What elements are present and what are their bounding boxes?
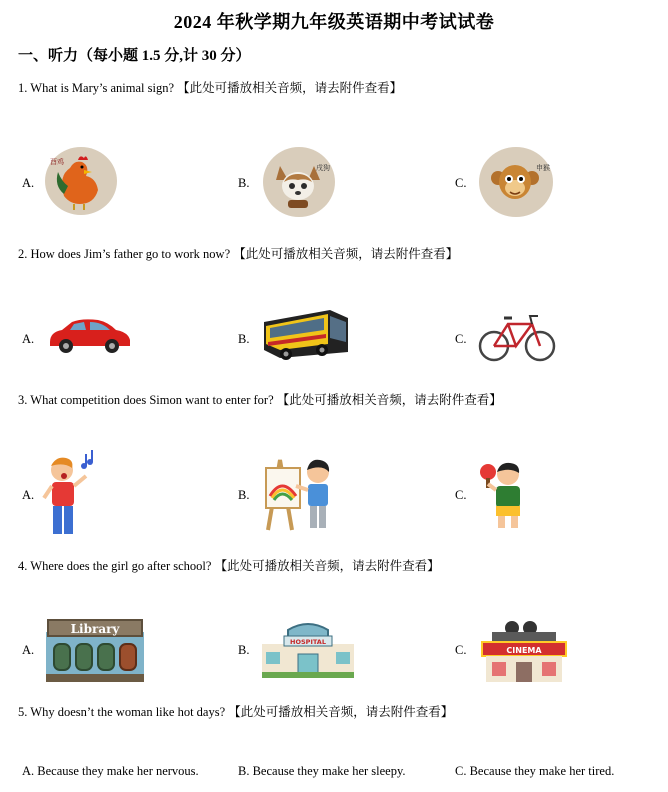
q5-option-b-letter: B. [238,764,250,778]
hospital-icon [262,620,354,683]
dog-icon [262,146,336,223]
q2-option-b-label: B. [238,332,250,346]
question-4-text: 4. Where does the girl go after school? 【此处可播放相关音频，请去附件查看】 [18,559,440,573]
library-icon [46,616,144,687]
q1-option-a-label: A. [22,176,35,190]
q1-c-badge: 申猴 [536,164,550,172]
q5-option-b-text: Because they make her sleepy. [252,764,406,778]
q3-option-c-label: C. [455,488,467,502]
q1-a-badge: 酉鸡 [50,158,64,166]
q5-option-a-letter: A. [22,764,35,778]
cinema-icon [478,618,570,687]
library-sign: Library [70,622,120,636]
hospital-sign: HOSPITAL [290,638,326,646]
q5-option-a-text: Because they make her nervous. [37,764,199,778]
question-5-text: 5. Why doesn’t the woman like hot days? 【此处可播放相关音频，请去附件查看】 [18,705,454,719]
question-1-text: 1. What is Mary’s animal sign? 【此处可播放相关音频，请去附件查看】 [18,81,403,95]
painting-boy-icon [258,456,340,537]
q5-option-c-letter: C. [455,764,467,778]
question-3-text: 3. What competition does Simon want to enter for? 【此处可播放相关音频，请去附件查看】 [18,393,502,407]
q1-b-badge: 戌狗 [316,164,330,172]
q3-option-b-label: B. [238,488,250,502]
q5-option-a [22,764,199,779]
q5-option-b [238,764,406,779]
question-2-text: 2. How does Jim’s father go to work now? 【此处可播放相关音频，请去附件查看】 [18,247,459,261]
q1-option-b-label: B. [238,176,250,190]
monkey-icon [478,146,554,223]
q5-option-c-text: Because they make her tired. [469,764,615,778]
q4-option-c-label: C. [455,643,467,657]
bicycle-icon [476,310,558,367]
q4-option-a-label: A. [22,643,35,657]
q3-option-a-label: A. [22,488,35,502]
q2-option-a-label: A. [22,332,35,346]
exam-title: 2024 年秋学期九年级英语期中考试试卷 [173,12,495,32]
car-icon [46,314,132,361]
q5-option-c [455,764,614,779]
cinema-sign: CINEMA [506,646,542,655]
table-tennis-boy-icon [478,458,532,535]
q1-option-c-label: C. [455,176,467,190]
q2-option-c-label: C. [455,332,467,346]
bus-icon [260,304,352,369]
section-heading: 一、听力（每小题 1.5 分,计 30 分） [18,48,251,64]
q4-option-b-label: B. [238,643,250,657]
rooster-icon [44,146,118,221]
singing-boy-icon [40,446,104,545]
